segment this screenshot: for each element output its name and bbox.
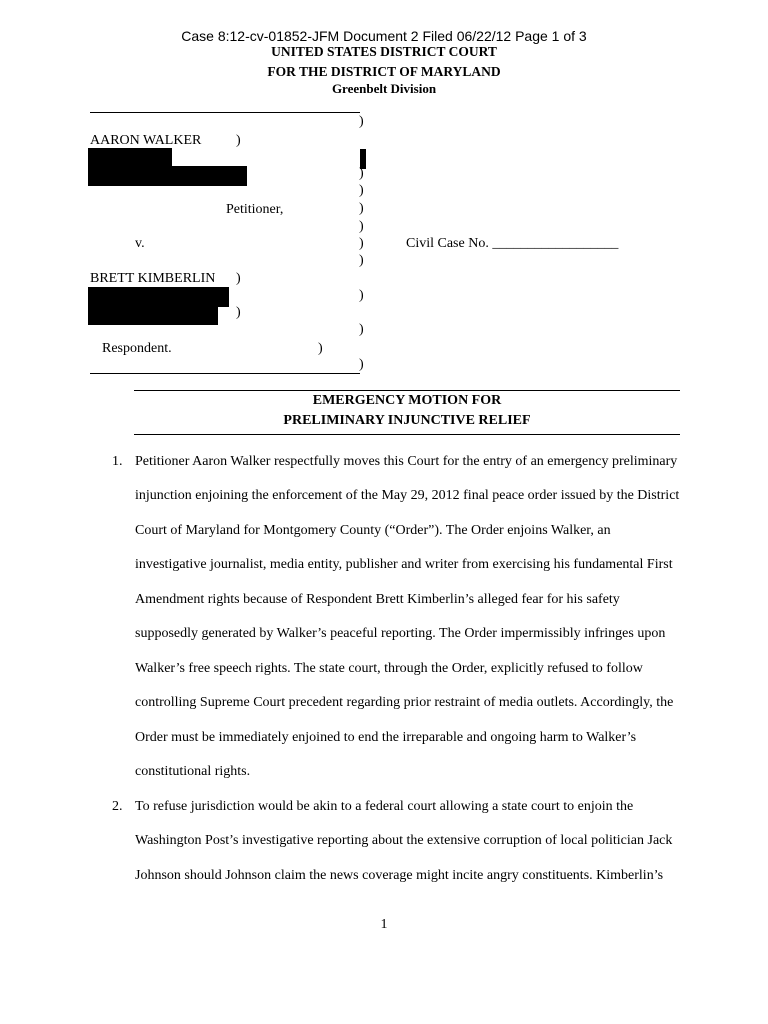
paragraph-line: controlling Supreme Court precedent regarding prior restraint of media outlets. Accordingly, the bbox=[135, 695, 674, 710]
respondent-name: BRETT KIMBERLIN bbox=[90, 271, 216, 286]
paragraph-line: constitutional rights. bbox=[135, 764, 251, 779]
caption-paren: ) bbox=[359, 219, 364, 234]
caption-paren: ) bbox=[359, 253, 364, 268]
court-division: Greenbelt Division bbox=[331, 81, 437, 96]
respondent-label: Respondent. bbox=[102, 341, 172, 356]
caption-paren: ) bbox=[236, 305, 241, 320]
caption-paren: ) bbox=[359, 288, 364, 303]
caption-paren: ) bbox=[236, 271, 241, 286]
motion-title-line1: EMERGENCY MOTION FOR bbox=[312, 393, 502, 408]
redaction-block bbox=[88, 148, 172, 167]
paragraph-line: injunction enjoining the enforcement of the May 29, 2012 final peace order issued by the District bbox=[135, 488, 680, 503]
versus-label: v. bbox=[135, 236, 145, 251]
case-header: Case 8:12-cv-01852-JFM Document 2 Filed 06/22/12 Page 1 of 3 bbox=[181, 28, 587, 44]
paragraph-line: Washington Post’s investigative reporting about the extensive corruption of local politician Jack bbox=[135, 833, 673, 848]
caption-paren: ) bbox=[359, 236, 364, 251]
redaction-block bbox=[88, 287, 229, 307]
petitioner-label: Petitioner, bbox=[226, 202, 284, 217]
paragraph-number: 2. bbox=[112, 799, 123, 814]
page-number: 1 bbox=[380, 917, 388, 932]
motion-title-line2: PRELIMINARY INJUNCTIVE RELIEF bbox=[283, 413, 531, 428]
civil-case-number: Civil Case No. __________________ bbox=[406, 236, 619, 251]
paragraph-line: Court of Maryland for Montgomery County (“Order”). The Order enjoins Walker, an bbox=[135, 523, 611, 538]
court-title: UNITED STATES DISTRICT COURT bbox=[271, 44, 497, 59]
paragraph-number: 1. bbox=[112, 454, 123, 469]
caption-paren: ) bbox=[359, 357, 364, 372]
caption-bottom-rule bbox=[90, 373, 360, 374]
caption-paren: ) bbox=[359, 114, 364, 129]
court-district: FOR THE DISTRICT OF MARYLAND bbox=[267, 64, 501, 79]
redaction-block bbox=[88, 306, 218, 325]
paragraph-line: supposedly generated by Walker’s peaceful reporting. The Order impermissibly infringes upon bbox=[135, 626, 666, 641]
paragraph-line: investigative journalist, media entity, publisher and writer from exercising his fundamental First bbox=[135, 557, 673, 572]
caption-paren: ) bbox=[359, 322, 364, 337]
paragraph-line: To refuse jurisdiction would be akin to a federal court allowing a state court to enjoin the bbox=[135, 799, 634, 814]
paragraph-line: Johnson should Johnson claim the news coverage might incite angry constituents. Kimberlin’s bbox=[135, 868, 664, 883]
paragraph-line: Amendment rights because of Respondent Brett Kimberlin’s alleged fear for his safety bbox=[135, 592, 620, 607]
petitioner-name: AARON WALKER bbox=[90, 133, 202, 148]
paragraph-line: Order must be immediately enjoined to end the irreparable and ongoing harm to Walker’s bbox=[135, 730, 637, 745]
title-bottom-rule bbox=[134, 434, 680, 435]
caption-paren: ) bbox=[359, 166, 364, 181]
redaction-block bbox=[88, 166, 247, 186]
caption-top-rule bbox=[90, 112, 360, 113]
paragraph-line: Petitioner Aaron Walker respectfully moves this Court for the entry of an emergency preliminary bbox=[135, 454, 678, 469]
caption-paren: ) bbox=[236, 133, 241, 148]
title-top-rule bbox=[134, 390, 680, 391]
paragraph-line: Walker’s free speech rights. The state court, through the Order, explicitly refused to follow bbox=[135, 661, 643, 676]
caption-paren: ) bbox=[359, 201, 364, 216]
caption-paren: ) bbox=[318, 341, 323, 356]
caption-paren: ) bbox=[359, 183, 364, 198]
